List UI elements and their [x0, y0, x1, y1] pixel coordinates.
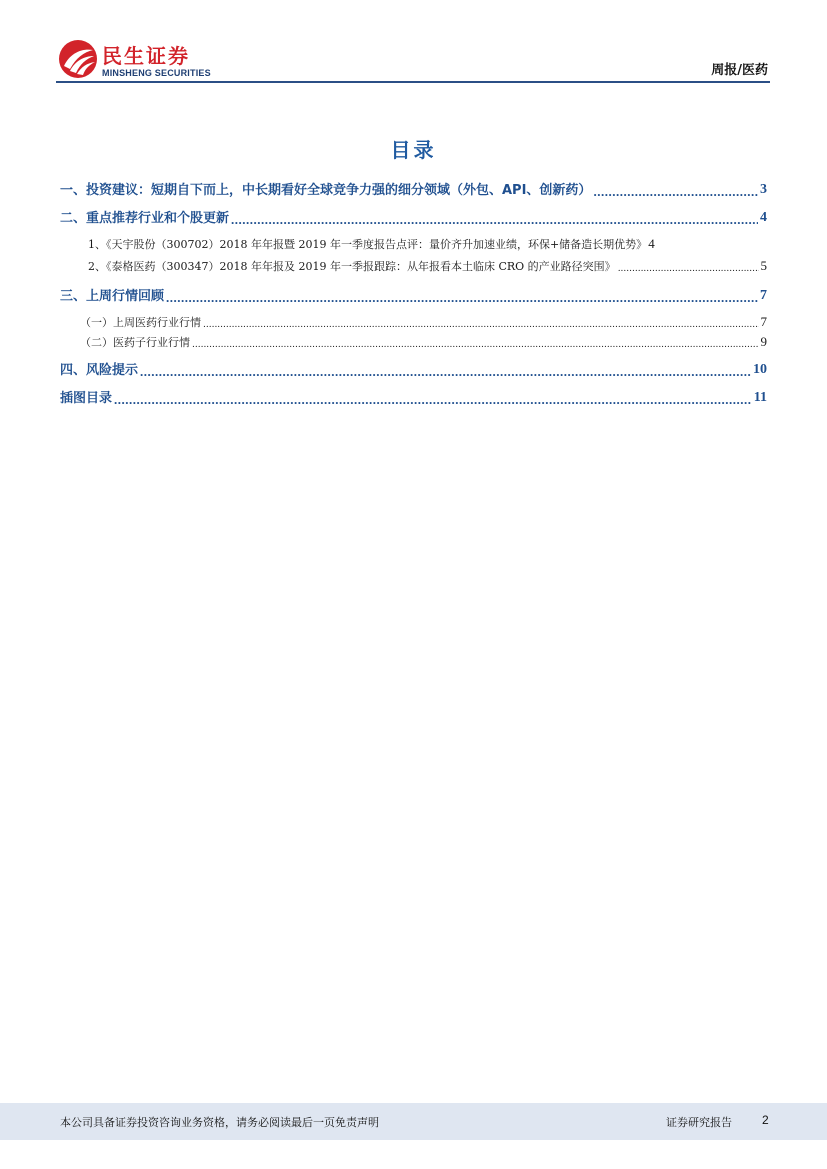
toc-entry-page: 3 [760, 182, 767, 197]
toc-entry-text: 三、上周行情回顾 [60, 289, 165, 304]
toc-entry-text: （二）医药子行业行情 [80, 336, 190, 349]
toc-leader-dots [192, 341, 759, 350]
toc-entry-text: 1、《天宇股份（300702）2018 年年报暨 2019 年一季度报告点评：量价齐升加速业绩，环保+储备造长期优势》 [88, 238, 648, 251]
report-type-label: 周报/医药 [711, 63, 768, 78]
header-divider [56, 81, 770, 83]
toc-entry-tianyu[interactable] [88, 234, 767, 252]
toc-entry-page: 5 [760, 258, 767, 273]
toc-leader-dots [166, 291, 758, 304]
toc-entry-key-recommendations[interactable] [60, 206, 767, 226]
toc-entry-risk-warning[interactable] [60, 358, 767, 378]
page-header [56, 34, 770, 84]
toc-leader-dots [114, 393, 752, 406]
toc-entry-page: 9 [760, 334, 767, 349]
toc-entry-page: 7 [760, 314, 767, 329]
toc-leader-dots [231, 213, 758, 226]
toc-entry-page: 10 [753, 362, 767, 377]
toc-entry-figure-index[interactable] [60, 386, 767, 406]
toc-entry-market-review[interactable] [60, 284, 767, 304]
toc-leader-dots [203, 321, 759, 330]
toc-leader-dots [140, 365, 751, 378]
toc-entry-page: 11 [753, 390, 767, 405]
toc-entry-page: 4 [760, 210, 767, 225]
toc-leader-dots [618, 265, 759, 274]
toc-leader-dots [593, 185, 758, 198]
toc-entry-text: 一、投资建议：短期自下而上，中长期看好全球竞争力强的细分领域（外包、API、创新药） [60, 183, 592, 198]
footer-report-label: 证券研究报告 [666, 1116, 732, 1129]
toc-entry-text: （一）上周医药行业行情 [80, 316, 201, 329]
logo-chinese-name: 民生证券 [102, 44, 190, 68]
toc-entry-page: 7 [760, 288, 767, 303]
toc-entry-industry-market[interactable] [80, 312, 767, 330]
toc-entry-text: 二、重点推荐行业和个股更新 [60, 211, 230, 226]
page-footer [0, 1103, 827, 1140]
toc-entry-text: 插图目录 [60, 391, 113, 406]
toc-entry-tigermed[interactable] [88, 256, 767, 274]
footer-disclaimer: 本公司具备证券投资咨询业务资格，请务必阅读最后一页免责声明 [60, 1116, 379, 1129]
toc-entry-investment-advice[interactable] [60, 178, 767, 198]
toc-title: 目录 [390, 138, 437, 162]
company-logo [56, 38, 226, 82]
toc-entry-subindustry-market[interactable] [80, 332, 767, 350]
toc-entry-text: 四、风险提示 [60, 363, 139, 378]
toc-entry-page: 4 [648, 236, 655, 251]
page-number: 2 [762, 1113, 769, 1127]
minsheng-logo-icon [58, 39, 98, 79]
toc-entry-text: 2、《泰格医药（300347）2018 年年报及 2019 年一季报跟踪：从年报看本土临床 CRO 的产业路径突围》 [88, 260, 616, 273]
logo-english-name: MINSHENG SECURITIES [102, 68, 211, 78]
